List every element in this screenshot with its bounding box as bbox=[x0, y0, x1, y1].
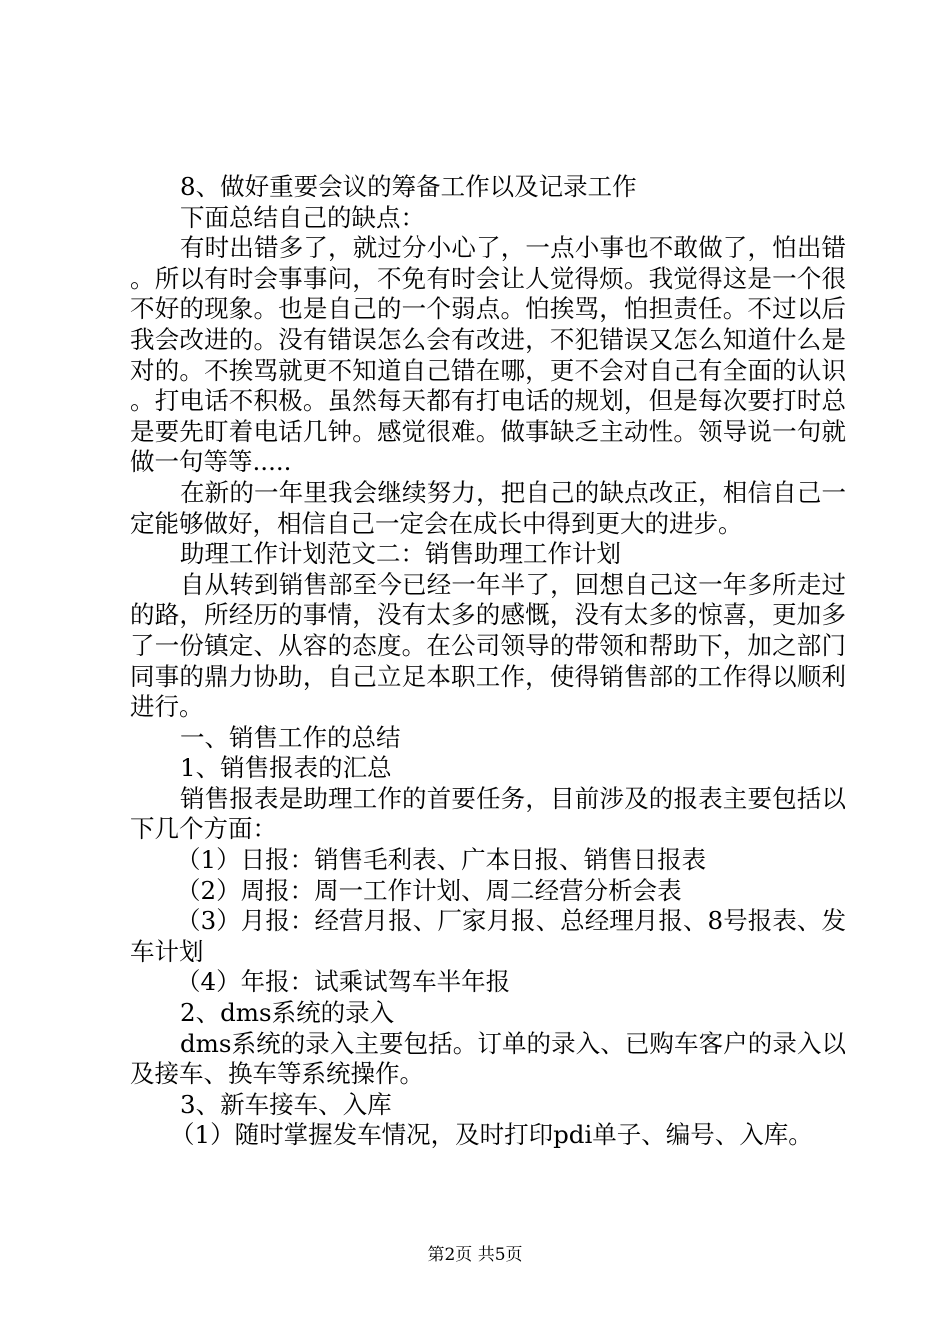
subsection-heading: 2、dms系统的录入 bbox=[180, 998, 395, 1028]
document-body bbox=[130, 172, 846, 1151]
subsection-heading: 1、销售报表的汇总 bbox=[180, 753, 392, 783]
list-item: （3）月报：经营月报、厂家月报、总经理月报、8号报表、发车计划 bbox=[130, 906, 846, 966]
subsection-heading: 3、新车接车、入库 bbox=[180, 1089, 392, 1119]
section-heading: 一、销售工作的总结 bbox=[180, 722, 401, 752]
paragraph: 8、做好重要会议的筹备工作以及记录工作 bbox=[180, 172, 637, 201]
list-item: （2）周报：周一工作计划、周二经营分析会表 bbox=[176, 875, 682, 905]
list-item: （1）随时掌握发车情况，及时打印pdi单子、编号、入库。 bbox=[170, 1120, 813, 1150]
list-item: （1）日报：销售毛利表、广本日报、销售日报表 bbox=[176, 845, 707, 875]
paragraph: 下面总结自己的缺点： bbox=[180, 202, 425, 232]
list-item: （4）年报：试乘试驾车半年报 bbox=[176, 967, 511, 997]
paragraph: dms系统的录入主要包括。订单的录入、已购车客户的录入以及接车、换车等系统操作。 bbox=[130, 1028, 846, 1089]
paragraph: 有时出错多了，就过分小心了，一点小事也不敢做了，怕出错。所以有时会事事问，不免有时会让人觉得烦。我觉得这是一个很不好的现象。也是自己的一个弱点。怕挨骂，怕担责任。不过以后我会改进的。没有错误怎么会有改进，不犯错误又怎么知道什么是对的。不挨骂就更不知道自己错在哪，更不会对自己有全面的认识。打电话不积极。虽然每天都有打电话的规划，但是每次要打时总是要先盯着电话几钟。感觉很难。做事缺乏主动性。领导说一句就做一句等等..... bbox=[130, 233, 846, 477]
paragraph: 在新的一年里我会继续努力，把自己的缺点改正，相信自己一定能够做好，相信自己一定会在成长中得到更大的进步。 bbox=[130, 477, 846, 538]
paragraph: 自从转到销售部至今已经一年半了，回想自己这一年多所走过的路，所经历的事情，没有太多的感慨，没有太多的惊喜，更加多了一份镇定、从容的态度。在公司领导的带领和帮助下，加之部门同事的鼎力协助，自己立足本职工作，使得销售部的工作得以顺利进行。 bbox=[130, 569, 846, 722]
paragraph: 销售报表是助理工作的首要任务，目前涉及的报表主要包括以下几个方面： bbox=[130, 783, 846, 844]
section-heading: 助理工作计划范文二：销售助理工作计划 bbox=[180, 539, 621, 569]
page-footer: 第2页 共5页 bbox=[427, 1245, 523, 1265]
